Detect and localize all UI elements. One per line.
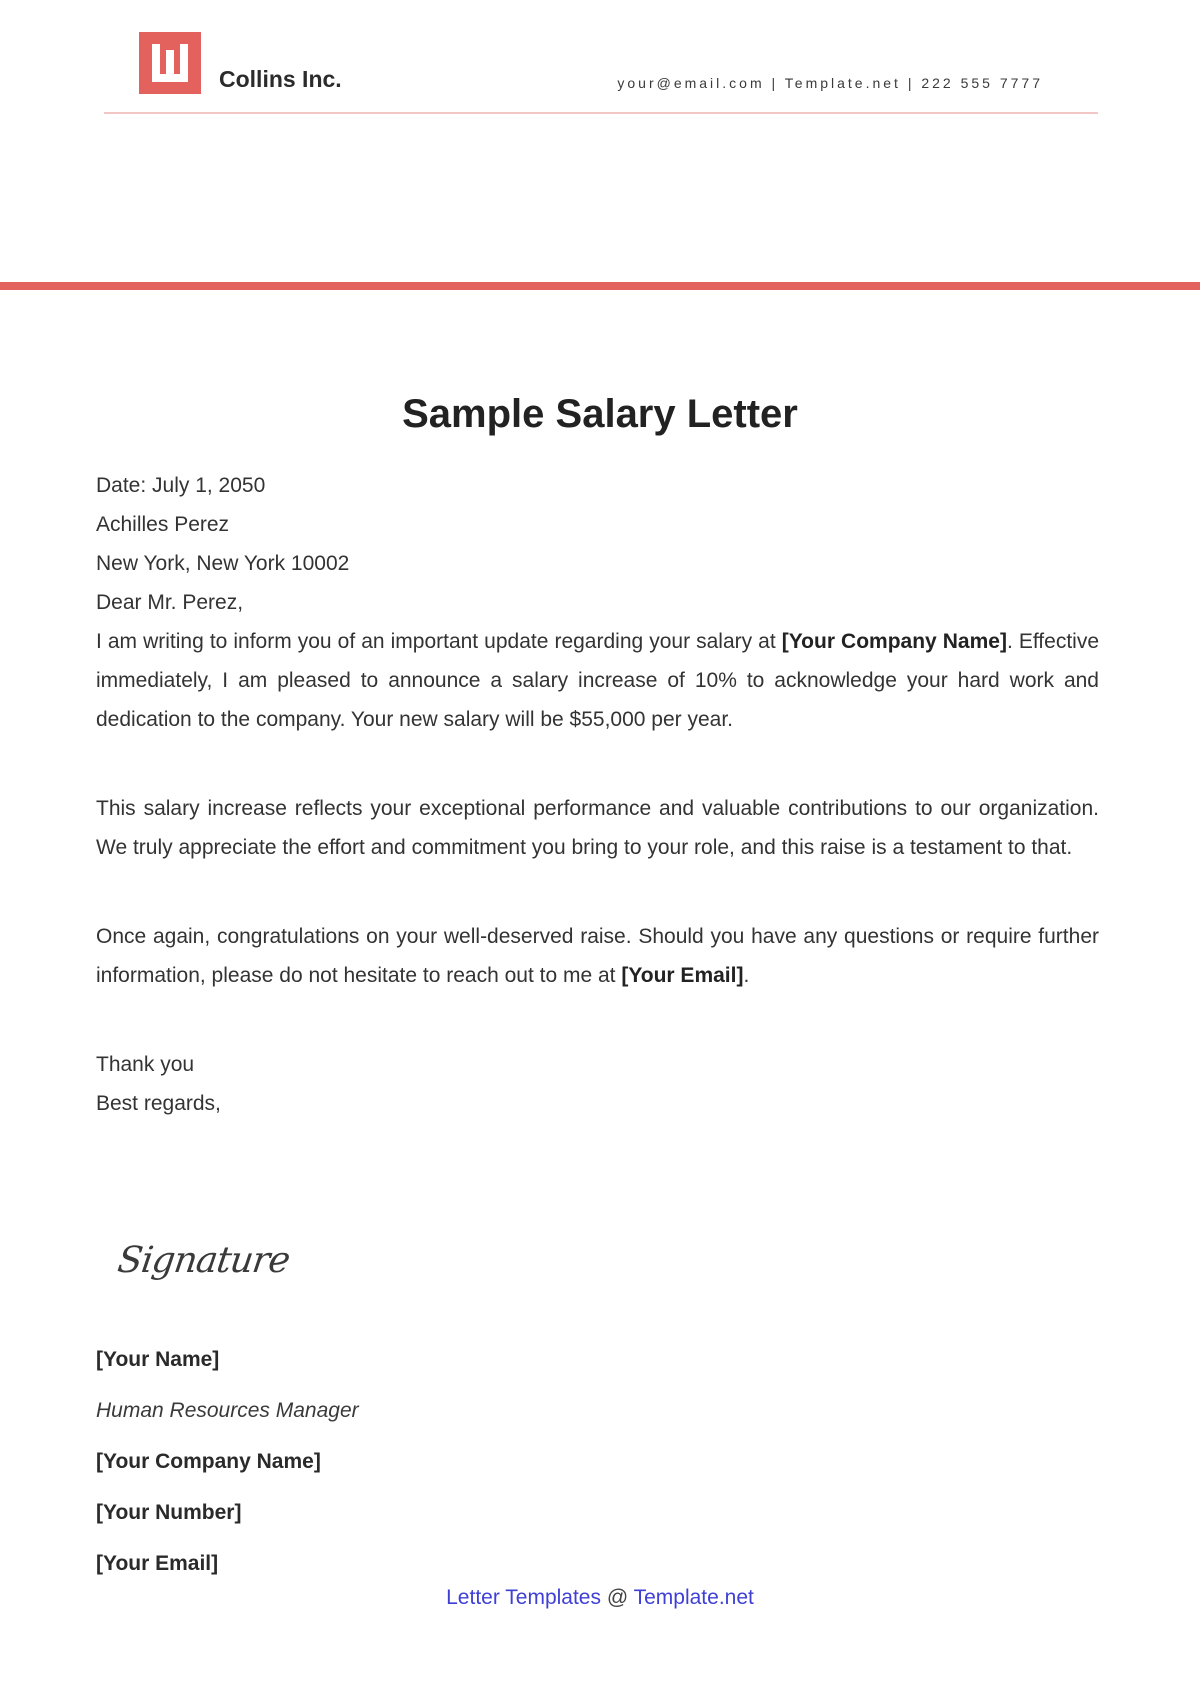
document-title: Sample Salary Letter [402,392,798,436]
salutation: Dear Mr. Perez, [96,591,244,614]
signer-number: [Your Number] [96,1501,242,1524]
recipient-name: Achilles Perez [96,513,230,536]
paragraph-1-text: I am writing to inform you of an important update regarding your salary at [96,630,782,653]
signer-company: [Your Company Name] [96,1450,321,1473]
footer-credit [0,1586,1200,1610]
signature-block [96,1340,359,1595]
closing-thanks: Thank you [96,1053,195,1076]
paragraph-1-text-cont: . Effective immediately, I am pleased to announce a salary increase of 10% to acknowledge your hard work and dedication to the company. Your new salary will be $55,000 per year. [96,630,1099,731]
paragraph-1 [96,622,1099,739]
paragraph-3-text-cont: . [743,964,750,987]
signer-role: Human Resources Manager [96,1399,359,1422]
spacer [96,995,1099,1045]
footer-separator: @ [601,1586,634,1609]
signer-name: [Your Name] [96,1348,220,1371]
contact-info: your@email.com | Template.net | 222 555 7777 [617,75,1043,91]
spacer [96,867,1099,917]
letterhead [104,30,1098,114]
paragraph-3 [96,917,1099,995]
paragraph-2: This salary increase reflects your exceptional performance and valuable contributions to our organization. We truly appreciate the effort and commitment you bring to your role, and this raise is a testament to that. [96,797,1099,859]
company-placeholder: [Your Company Name] [781,630,1007,653]
company-name: Collins Inc. [219,66,342,92]
email-placeholder: [Your Email] [621,964,744,987]
accent-divider [0,282,1200,290]
letter-templates-link[interactable]: Letter Templates [446,1586,601,1609]
handwritten-signature: Signature [115,1240,292,1281]
spacer [96,739,1099,789]
company-logo-icon [139,32,201,94]
header-divider [104,112,1098,114]
signer-email: [Your Email] [96,1552,219,1575]
letter-body [96,466,1099,1123]
recipient-address: New York, New York 10002 [96,552,350,575]
paragraph-3-text: Once again, congratulations on your well-deserved raise. Should you have any questions or require further information, please do not hesitate to reach out to me at [96,925,1099,987]
closing-regards: Best regards, [96,1092,221,1115]
date-line: Date: July 1, 2050 [96,474,266,497]
template-net-link[interactable]: Template.net [633,1586,754,1609]
